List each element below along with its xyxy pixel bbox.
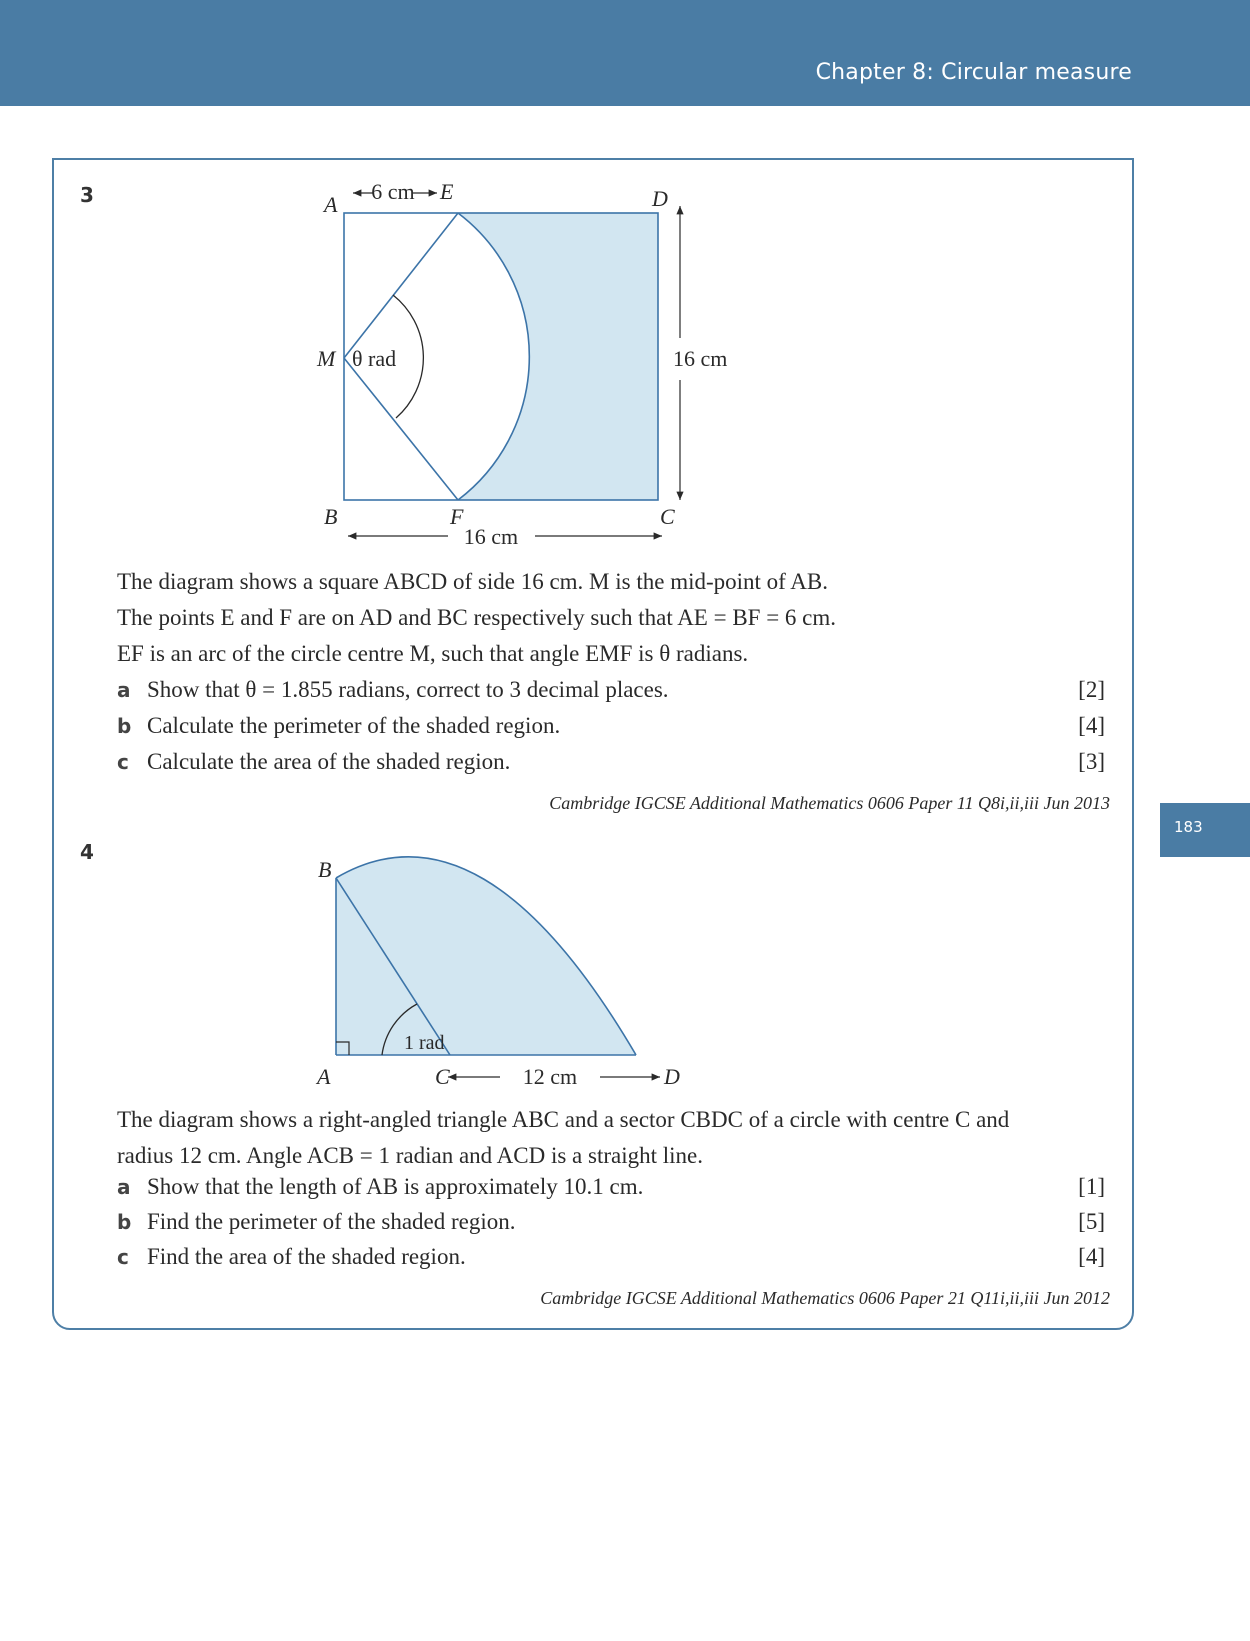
q4-part-a-text: Show that the length of AB is approximately 10.1 cm. (147, 1174, 644, 1199)
q3-part-a-label: a (117, 678, 131, 702)
question-4-number: 4 (80, 840, 94, 864)
q3-part-b-marks: [4] (1078, 713, 1105, 738)
q3-line-me (344, 213, 458, 358)
q3-part-b (117, 708, 1105, 744)
q3-label-angle: θ rad (352, 346, 397, 371)
q4-label-d: D (664, 1064, 680, 1089)
q3-label-e: E (440, 179, 454, 204)
q4-label-b: B (318, 857, 332, 882)
q3-part-a (117, 672, 1105, 708)
q3-part-c-label: c (117, 750, 129, 774)
q4-source: Cambridge IGCSE Additional Mathematics 0606 Paper 21 Q11i,ii,iii Jun 2012 (540, 1288, 1110, 1308)
q4-part-c-label: c (117, 1245, 129, 1269)
q3-label-m: M (317, 346, 336, 371)
q3-label-a: A (324, 192, 338, 217)
question-3-number: 3 (80, 183, 94, 207)
question-4-diagram (300, 832, 700, 1092)
q4-label-c: C (435, 1064, 450, 1089)
q4-part-a (117, 1169, 1105, 1205)
q4-label-angle: 1 rad (404, 1032, 445, 1054)
q3-line-mf (344, 358, 458, 500)
q3-line-1: The diagram shows a square ABCD of side 16 cm. M is the mid-point of AB. (117, 569, 829, 594)
q4-part-a-label: a (117, 1175, 131, 1199)
header-band (0, 0, 1250, 106)
page-number: 183 (1174, 818, 1203, 836)
q3-part-b-text: Calculate the perimeter of the shaded region. (147, 713, 561, 738)
q4-label-a: A (317, 1064, 331, 1089)
q4-line-1: The diagram shows a right-angled triangle ABC and a sector CBDC of a circle with centre C and (117, 1107, 1010, 1132)
q3-label-bottom-length: 16 cm (463, 524, 519, 549)
q3-part-a-marks: [2] (1078, 677, 1105, 702)
q4-part-b-text: Find the perimeter of the shaded region. (147, 1209, 516, 1234)
q3-part-c (117, 744, 1105, 780)
q3-shaded-region (458, 213, 658, 500)
q3-line-2: The points E and F are on AD and BC respectively such that AE = BF = 6 cm. (117, 605, 837, 630)
q3-part-b-label: b (117, 714, 132, 738)
q3-label-c: C (660, 504, 675, 529)
q4-part-c-text: Find the area of the shaded region. (147, 1244, 466, 1269)
q4-part-c-marks: [4] (1078, 1244, 1105, 1269)
q3-label-b: B (324, 504, 338, 529)
q3-stem (117, 564, 836, 672)
q3-label-d: D (652, 186, 668, 211)
q3-part-c-marks: [3] (1078, 749, 1105, 774)
q3-label-side-length: 16 cm (673, 346, 728, 371)
q4-part-b (117, 1204, 1105, 1240)
q4-shaded-region (336, 857, 636, 1055)
chapter-title: Chapter 8: Circular measure (815, 60, 1132, 85)
q4-part-a-marks: [1] (1078, 1174, 1105, 1199)
q3-part-c-text: Calculate the area of the shaded region. (147, 749, 511, 774)
q4-label-cd-length: 12 cm (522, 1064, 578, 1089)
q4-part-c (117, 1239, 1105, 1275)
q3-line-3: EF is an arc of the circle centre M, such that angle EMF is θ radians. (117, 641, 749, 666)
q3-angle-arc (393, 295, 423, 418)
q3-part-a-text: Show that θ = 1.855 radians, correct to 3 decimal places. (147, 677, 669, 702)
q3-label-f: F (450, 504, 464, 529)
question-3-diagram (300, 178, 740, 558)
q3-label-ae-length: 6 cm (371, 179, 415, 204)
q4-part-b-label: b (117, 1210, 132, 1234)
q3-source: Cambridge IGCSE Additional Mathematics 0606 Paper 11 Q8i,ii,iii Jun 2013 (549, 793, 1110, 813)
q4-line-2: radius 12 cm. Angle ACB = 1 radian and ACD is a straight line. (117, 1143, 703, 1168)
q4-stem (117, 1102, 1009, 1174)
q4-part-b-marks: [5] (1078, 1209, 1105, 1234)
